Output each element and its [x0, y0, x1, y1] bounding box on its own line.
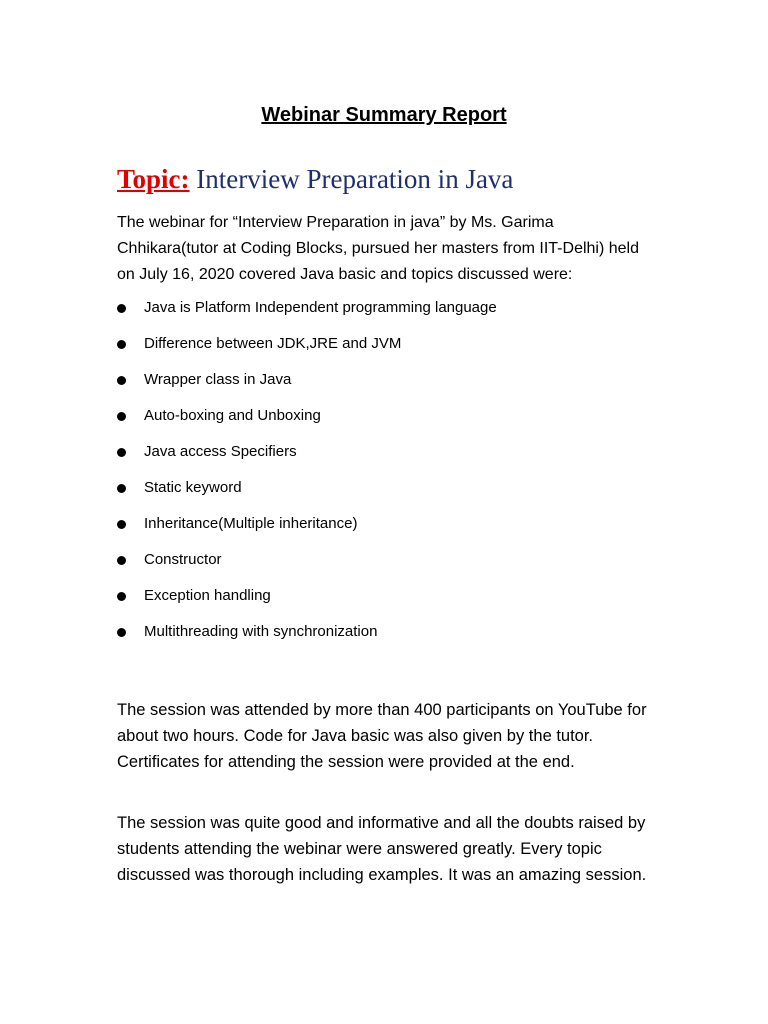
list-item: [117, 438, 497, 474]
list-item: [117, 330, 497, 366]
intro-paragraph: The webinar for “Interview Preparation in java” by Ms. Garima Chhikara(tutor at Coding Blocks, pursued her masters from IIT-Delhi) held on July 16, 2020 covered Java basic and topics discussed were:: [117, 214, 639, 283]
feedback-paragraph: The session was quite good and informative and all the doubts raised by students attending the webinar were answered greatly. Every topic discussed was thorough including examples. It was an amazing session.: [117, 814, 647, 884]
list-item-text: Multithreading with synchronization: [144, 623, 378, 640]
list-item: [117, 582, 497, 618]
list-item: [117, 546, 497, 582]
bullet-icon: [117, 520, 126, 529]
list-item: [117, 294, 497, 330]
list-item-text: Static keyword: [144, 479, 242, 496]
bullet-icon: [117, 592, 126, 601]
topic-heading: [117, 164, 513, 195]
topic-text: Interview Preparation in Java: [196, 164, 514, 194]
list-item: [117, 402, 497, 438]
bullet-icon: [117, 448, 126, 457]
bullet-icon: [117, 412, 126, 421]
bullet-icon: [117, 628, 126, 637]
attendance-paragraph: The session was attended by more than 400 participants on YouTube for about two hours. Code for Java basic was also given by the tutor. Certificates for attending the session were provided at the end.: [117, 701, 647, 771]
list-item-text: Java is Platform Independent programming language: [144, 299, 497, 316]
list-item-text: Constructor: [144, 551, 222, 568]
topic-label: Topic:: [117, 164, 190, 194]
list-item-text: Java access Specifiers: [144, 443, 297, 460]
bullet-icon: [117, 340, 126, 349]
list-item-text: Inheritance(Multiple inheritance): [144, 515, 358, 532]
list-item-text: Auto-boxing and Unboxing: [144, 407, 321, 424]
list-item: [117, 618, 497, 654]
report-title: Webinar Summary Report: [261, 104, 507, 126]
list-item: [117, 474, 497, 510]
list-item-text: Difference between JDK,JRE and JVM: [144, 335, 402, 352]
bullet-icon: [117, 376, 126, 385]
list-item-text: Exception handling: [144, 587, 271, 604]
list-item: [117, 366, 497, 402]
bullet-icon: [117, 484, 126, 493]
topics-list: [117, 294, 497, 654]
list-item-text: Wrapper class in Java: [144, 371, 292, 388]
bullet-icon: [117, 556, 126, 565]
list-item: [117, 510, 497, 546]
bullet-icon: [117, 304, 126, 313]
